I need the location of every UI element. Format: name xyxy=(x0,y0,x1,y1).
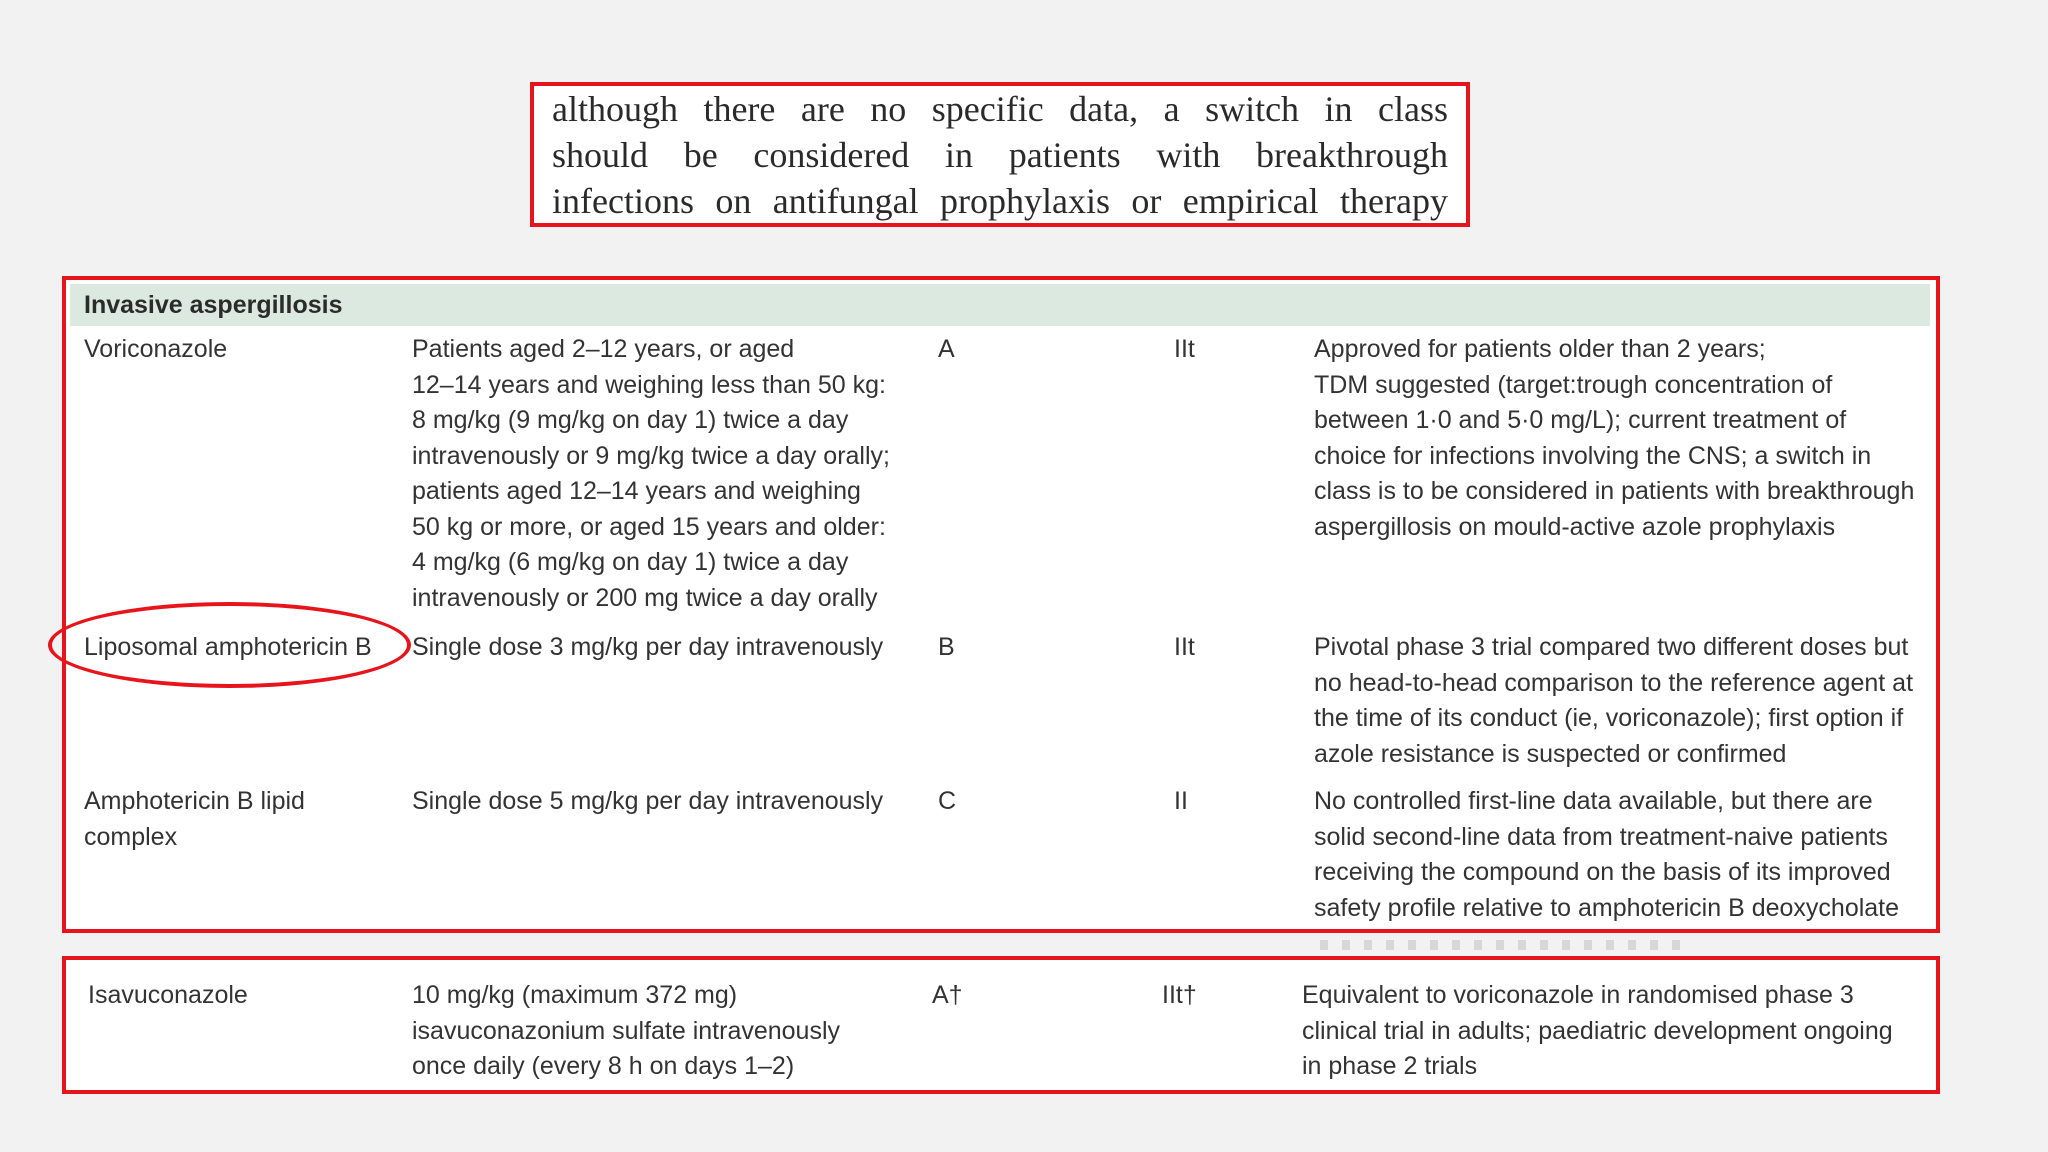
drug-name: Voriconazole xyxy=(84,335,228,363)
comment-line: no head-to-head comparison to the reference agent at xyxy=(1314,668,1914,697)
quote-box xyxy=(530,82,1470,227)
dose-line: Patients aged 2–12 years, or aged xyxy=(412,335,795,363)
drug-name: Liposomal amphotericin B xyxy=(84,633,372,661)
dose-line: 12–14 years and weighing less than 50 kg: xyxy=(412,370,886,399)
quote-line: should be considered in patients with breakthrough xyxy=(552,135,1448,175)
grade-cell: A xyxy=(938,335,955,363)
dose-line: 8 mg/kg (9 mg/kg on day 1) twice a day xyxy=(412,406,849,434)
comment-line: TDM suggested (target:trough concentration of xyxy=(1314,370,1833,399)
dose-cell xyxy=(412,784,932,820)
comment-line: No controlled first-line data available, but there are xyxy=(1314,787,1873,815)
comment-cell xyxy=(1302,978,1922,1085)
grade-cell: A† xyxy=(932,981,963,1009)
drug-name: Amphotericin B lipid xyxy=(84,787,305,815)
drug-cell xyxy=(84,332,404,368)
comment-line: solid second-line data from treatment-naive patients xyxy=(1314,822,1888,851)
comment-cell xyxy=(1314,630,1940,772)
comment-cell xyxy=(1314,784,1940,926)
comment-line: azole resistance is suspected or confirmed xyxy=(1314,739,1787,768)
drug-cell xyxy=(88,978,388,1014)
comment-line: class is to be considered in patients with breakthrough xyxy=(1314,477,1915,505)
drug-cell xyxy=(84,784,404,855)
comment-line: receiving the compound on the basis of its improved xyxy=(1314,858,1891,886)
dose-line: 10 mg/kg (maximum 372 mg) xyxy=(412,981,738,1009)
comment-line: Equivalent to voriconazole in randomised phase 3 xyxy=(1302,981,1854,1009)
dose-line: 4 mg/kg (6 mg/kg on day 1) twice a day xyxy=(412,548,849,576)
comment-line: aspergillosis on mould-active azole prophylaxis xyxy=(1314,512,1836,541)
evidence-cell: IIt xyxy=(1174,335,1195,363)
evidence-cell: IIt† xyxy=(1162,981,1197,1009)
comment-line: Pivotal phase 3 trial compared two different doses but xyxy=(1314,633,1909,661)
dose-cell xyxy=(412,978,932,1085)
drug-name: Isavuconazole xyxy=(88,981,248,1009)
dose-cell xyxy=(412,630,932,666)
dose-line: Single dose 3 mg/kg per day intravenously xyxy=(412,633,884,661)
evidence-cell: IIt xyxy=(1174,633,1195,661)
drug-name: complex xyxy=(84,822,178,851)
drug-cell xyxy=(84,630,404,666)
grade-cell: C xyxy=(938,787,957,815)
dose-cell xyxy=(412,332,932,616)
dose-line: isavuconazonium sulfate intravenously xyxy=(412,1016,841,1045)
comment-cell xyxy=(1314,332,1940,545)
comment-line: clinical trial in adults; paediatric development ongoing xyxy=(1302,1016,1893,1045)
comment-line: Approved for patients older than 2 years; xyxy=(1314,335,1766,363)
dose-line: patients aged 12–14 years and weighing xyxy=(412,477,861,505)
comment-line: between 1·0 and 5·0 mg/L); current treatment of xyxy=(1314,406,1847,434)
dose-line: once daily (every 8 h on days 1–2) xyxy=(412,1052,795,1080)
quote-line: although there are no specific data, a switch in class xyxy=(552,89,1448,129)
aspergillosis-table xyxy=(62,276,1940,933)
divider xyxy=(1320,940,1680,950)
grade-cell: B xyxy=(938,633,955,661)
section-header: Invasive aspergillosis xyxy=(70,284,1930,326)
comment-line: safety profile relative to amphotericin B deoxycholate xyxy=(1314,893,1900,922)
comment-line: the time of its conduct (ie, voriconazole); first option if xyxy=(1314,704,1904,732)
quote-line: infections on antifungal prophylaxis or empirical therapy xyxy=(552,181,1448,221)
dose-line: intravenously or 200 mg twice a day orally xyxy=(412,583,878,612)
dose-line: intravenously or 9 mg/kg twice a day orally; xyxy=(412,441,890,470)
comment-line: choice for infections involving the CNS; a switch in xyxy=(1314,441,1872,470)
dose-line: 50 kg or more, or aged 15 years and older: xyxy=(412,512,886,541)
dose-line: Single dose 5 mg/kg per day intravenously xyxy=(412,787,884,815)
isavuconazole-panel xyxy=(62,956,1940,1094)
comment-line: in phase 2 trials xyxy=(1302,1052,1478,1080)
evidence-cell: II xyxy=(1174,787,1188,815)
